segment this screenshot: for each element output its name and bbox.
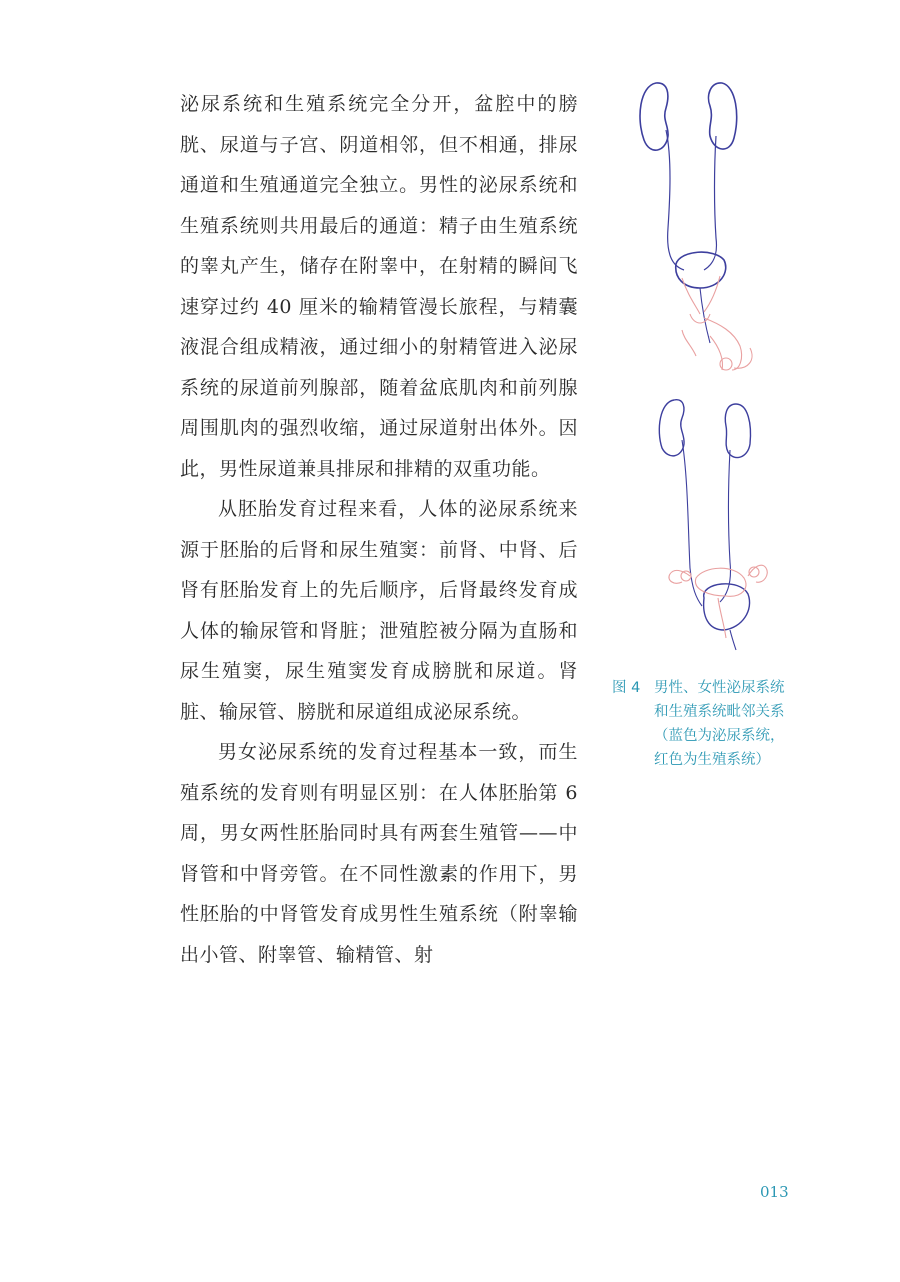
male-urinary-system — [640, 83, 737, 343]
figure-label: 图 4 — [612, 680, 641, 696]
female-left-kidney — [659, 400, 684, 456]
anatomy-illustration — [630, 78, 780, 658]
female-right-kidney — [725, 404, 750, 458]
female-bladder — [704, 584, 750, 630]
caption-line-2: 和生殖系统毗邻关系 — [654, 704, 785, 720]
female-urethra — [730, 630, 736, 650]
body-text — [180, 84, 578, 975]
male-left-ureter — [666, 130, 684, 270]
male-right-kidney — [709, 83, 737, 149]
figure-caption — [612, 676, 832, 772]
paragraph-3: 男女泌尿系统的发育过程基本一致，而生殖系统的发育则有明显区别：在人体胚胎第 6 周，男女两性胚胎同时具有两套生殖管——中肾管和中肾旁管。在不同性激素的作用下，男性胚胎的中肾管发育成男性生殖系统（附睾输出小管、附睾管、输精管、射 — [180, 741, 578, 966]
female-urinary-system — [659, 400, 750, 650]
male-reproductive-system — [682, 276, 752, 370]
male-right-ureter — [704, 136, 717, 270]
caption-line-1: 男性、女性泌尿系统 — [654, 680, 785, 696]
paragraph-1: 泌尿系统和生殖系统完全分开，盆腔中的膀胱、尿道与子宫、阴道相邻，但不相通，排尿通道和生殖通道完全独立。男性的泌尿系统和生殖系统则共用最后的通道：精子由生殖系统的睾丸产生，储存在附睾中，在射精的瞬间飞速穿过约 40 厘米的输精管漫长旅程，与精囊液混合组成精液，通过细小的射精管进入泌尿系统的尿道前列腺部，随着盆底肌肉和前列腺周围肌肉的强烈收缩，通过尿道射出体外。因此，男性尿道兼具排尿和排精的双重功能。 — [180, 93, 578, 480]
caption-line-4: 红色为生殖系统） — [654, 752, 770, 768]
male-urethra — [700, 288, 710, 343]
page-number: 013 — [760, 1183, 789, 1201]
male-left-kidney — [640, 83, 668, 150]
female-reproductive-system — [669, 565, 767, 638]
paragraph-2: 从胚胎发育过程来看，人体的泌尿系统来源于胚胎的后肾和尿生殖窦：前肾、中肾、后肾有胚胎发育上的先后顺序，后肾最终发育成人体的输尿管和肾脏；泄殖腔被分隔为直肠和尿生殖窦，尿生殖窦发育成膀胱和尿道。肾脏、输尿管、膀胱和尿道组成泌尿系统。 — [180, 498, 578, 723]
female-right-ureter — [720, 450, 731, 602]
caption-line-3: （蓝色为泌尿系统， — [654, 728, 785, 744]
